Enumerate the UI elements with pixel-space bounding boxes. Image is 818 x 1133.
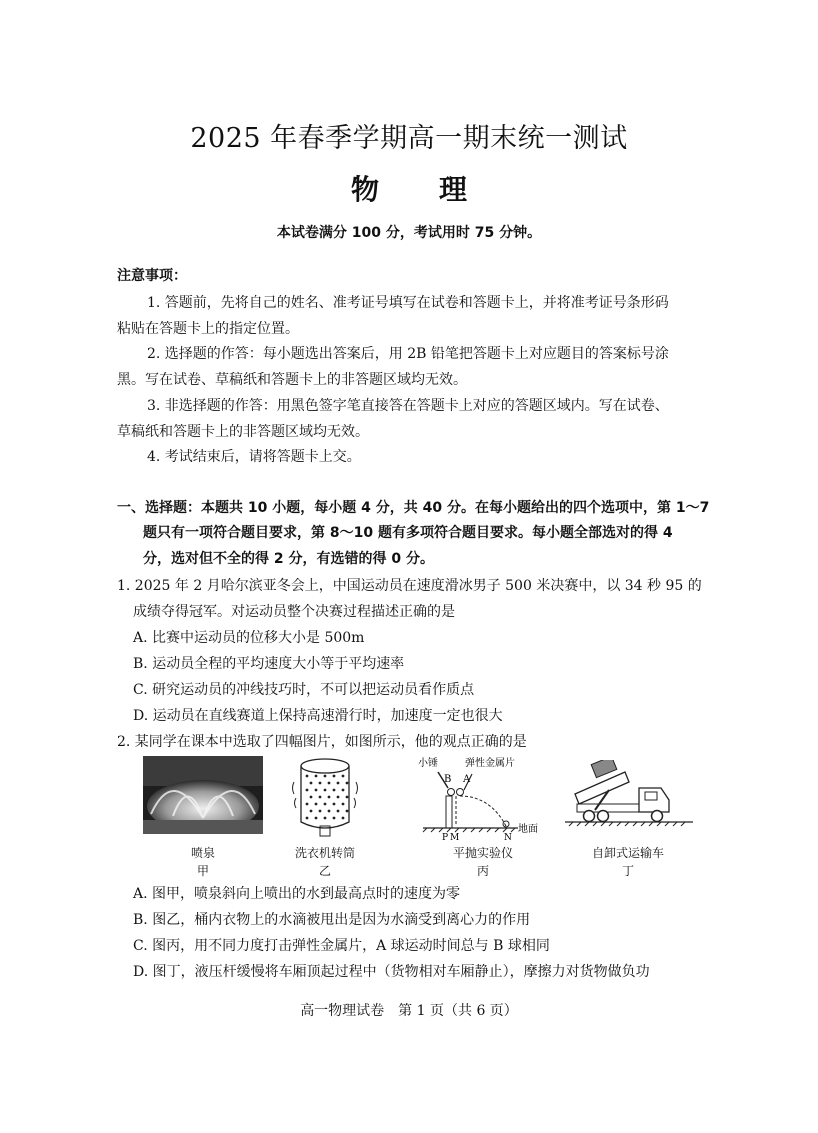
label-ding: 丁 — [621, 864, 634, 878]
drum-hole — [342, 789, 345, 792]
notice-title: 注意事项： — [117, 268, 187, 284]
drum-hole — [328, 796, 331, 799]
q1-option-b: B. 运动员全程的平均速度大小等于平均速率 — [133, 656, 405, 672]
label-plate: 弹性金属片 — [465, 758, 515, 769]
q1-option-a: A. 比赛中运动员的位移大小是 500m — [133, 630, 365, 646]
q2-option-a: A. 图甲，喷泉斜向上喷出的水到最高点时的速度为零 — [133, 886, 461, 902]
drum-hole — [310, 810, 313, 813]
drum-hole — [306, 803, 309, 806]
fountain-image — [143, 756, 263, 834]
drum-hole — [337, 782, 340, 785]
section1-line-2: 题只有一项符合题目要求，第 8～10 题有多项符合题目要求。每小题全部选对的得 4 — [143, 525, 673, 541]
drum-hole — [315, 775, 318, 778]
washing-drum-diagram — [290, 756, 360, 838]
label-yi: 乙 — [318, 864, 331, 878]
label-hammer: 小锤 — [418, 758, 438, 769]
exam-title: 2025 年春季学期高一期末统一测试 — [190, 123, 628, 154]
notice-line-3: 3. 非选择题的作答：用黑色签字笔直接答在答题卡上对应的答题区域内。写在试卷、 — [147, 398, 669, 414]
drum-hole — [333, 817, 336, 820]
drum-hole — [324, 789, 327, 792]
section1-line-3: 分，选对但不全的得 2 分，有选错的得 0 分。 — [143, 551, 434, 567]
q1-stem-1: 1. 2025 年 2 月哈尔滨亚冬会上，中国运动员在速度滑冰男子 500 米决赛中，以 34 秒 95 的 — [117, 578, 702, 594]
subject-heading: 物理 — [350, 173, 527, 206]
drum-hole — [319, 810, 322, 813]
q2-option-b: B. 图乙，桶内衣物上的水滴被甩出是因为水滴受到离心力的作用 — [133, 912, 531, 928]
drum-hole — [306, 817, 309, 820]
drum-hole — [324, 775, 327, 778]
caption-fountain: 喷泉 — [190, 846, 215, 860]
drum-hole — [310, 796, 313, 799]
q1-stem-2: 成绩夺得冠军。对运动员整个决赛过程描述正确的是 — [133, 604, 455, 620]
drum-hole — [306, 789, 309, 792]
drum-hole — [328, 782, 331, 785]
q2-option-c: C. 图丙，用不同力度打击弹性金属片，A 球运动时间总与 B 球相同 — [133, 938, 550, 954]
q2-stem: 2. 某同学在课本中选取了四幅图片，如图所示，他的观点正确的是 — [117, 734, 527, 750]
drum-hole — [324, 803, 327, 806]
drum-hole — [306, 775, 309, 778]
label-ground: 地面 — [518, 824, 538, 835]
section1-line-1: 一、选择题：本题共 10 小题，每小题 4 分，共 40 分。在每小题给出的四个选项中，第 1～7 — [117, 500, 710, 516]
drum-hole — [342, 803, 345, 806]
dump-truck-diagram — [565, 760, 695, 832]
drum-hole — [346, 796, 349, 799]
q2-figure-row — [140, 752, 700, 880]
drum-hole — [342, 817, 345, 820]
drum-hole — [333, 803, 336, 806]
drum-hole — [315, 817, 318, 820]
notice-line-1: 1. 答题前，先将自己的姓名、准考证号填写在试卷和答题卡上，并将准考证号条形码 — [147, 295, 669, 311]
notice-line-1b: 粘贴在答题卡上的指定位置。 — [117, 321, 299, 337]
q2-option-d: D. 图丁，液压杆缓慢将车厢顶起过程中（货物相对车厢静止），摩擦力对货物做负功 — [133, 964, 650, 980]
drum-hole — [315, 789, 318, 792]
notice-line-2: 2. 选择题的作答：每小题选出答案后，用 2B 铅笔把答题卡上对应题目的答案标号涂 — [147, 346, 669, 362]
projectile-apparatus-diagram — [418, 752, 548, 844]
exam-meta: 本试卷满分 100 分，考试用时 75 分钟。 — [276, 225, 542, 241]
drum-hole — [333, 775, 336, 778]
label-ball-a: A — [463, 774, 471, 785]
label-bing: 丙 — [476, 864, 489, 878]
drum-hole — [315, 803, 318, 806]
caption-truck: 自卸式运输车 — [591, 846, 664, 860]
page-footer: 高一物理试卷 第 1 页（共 6 页） — [300, 1003, 518, 1019]
drum-hole — [319, 796, 322, 799]
drum-hole — [328, 810, 331, 813]
drum-hole — [337, 796, 340, 799]
label-m: M — [450, 833, 460, 843]
caption-drum: 洗衣机转筒 — [294, 846, 355, 860]
drum-hole — [324, 817, 327, 820]
drum-hole — [337, 810, 340, 813]
drum-hole — [333, 789, 336, 792]
label-ball-b: B — [444, 774, 452, 785]
caption-projectile: 平抛实验仪 — [452, 846, 513, 860]
notice-line-3b: 草稿纸和答题卡上的非答题区域均无效。 — [117, 424, 369, 440]
notice-line-4: 4. 考试结束后，请将答题卡上交。 — [147, 449, 361, 465]
drum-hole — [310, 782, 313, 785]
drum-hole — [346, 810, 349, 813]
label-n: N — [504, 833, 512, 843]
q1-option-d: D. 运动员在直线赛道上保持高速滑行时，加速度一定也很大 — [133, 708, 503, 724]
drum-hole — [346, 782, 349, 785]
notice-line-2b: 黑。写在试卷、草稿纸和答题卡上的非答题区域均无效。 — [117, 372, 467, 388]
drum-hole — [319, 782, 322, 785]
drum-hole — [342, 775, 345, 778]
q1-option-c: C. 研究运动员的冲线技巧时，不可以把运动员看作质点 — [133, 682, 475, 698]
label-jia: 甲 — [196, 864, 209, 878]
label-p: P — [442, 833, 449, 843]
